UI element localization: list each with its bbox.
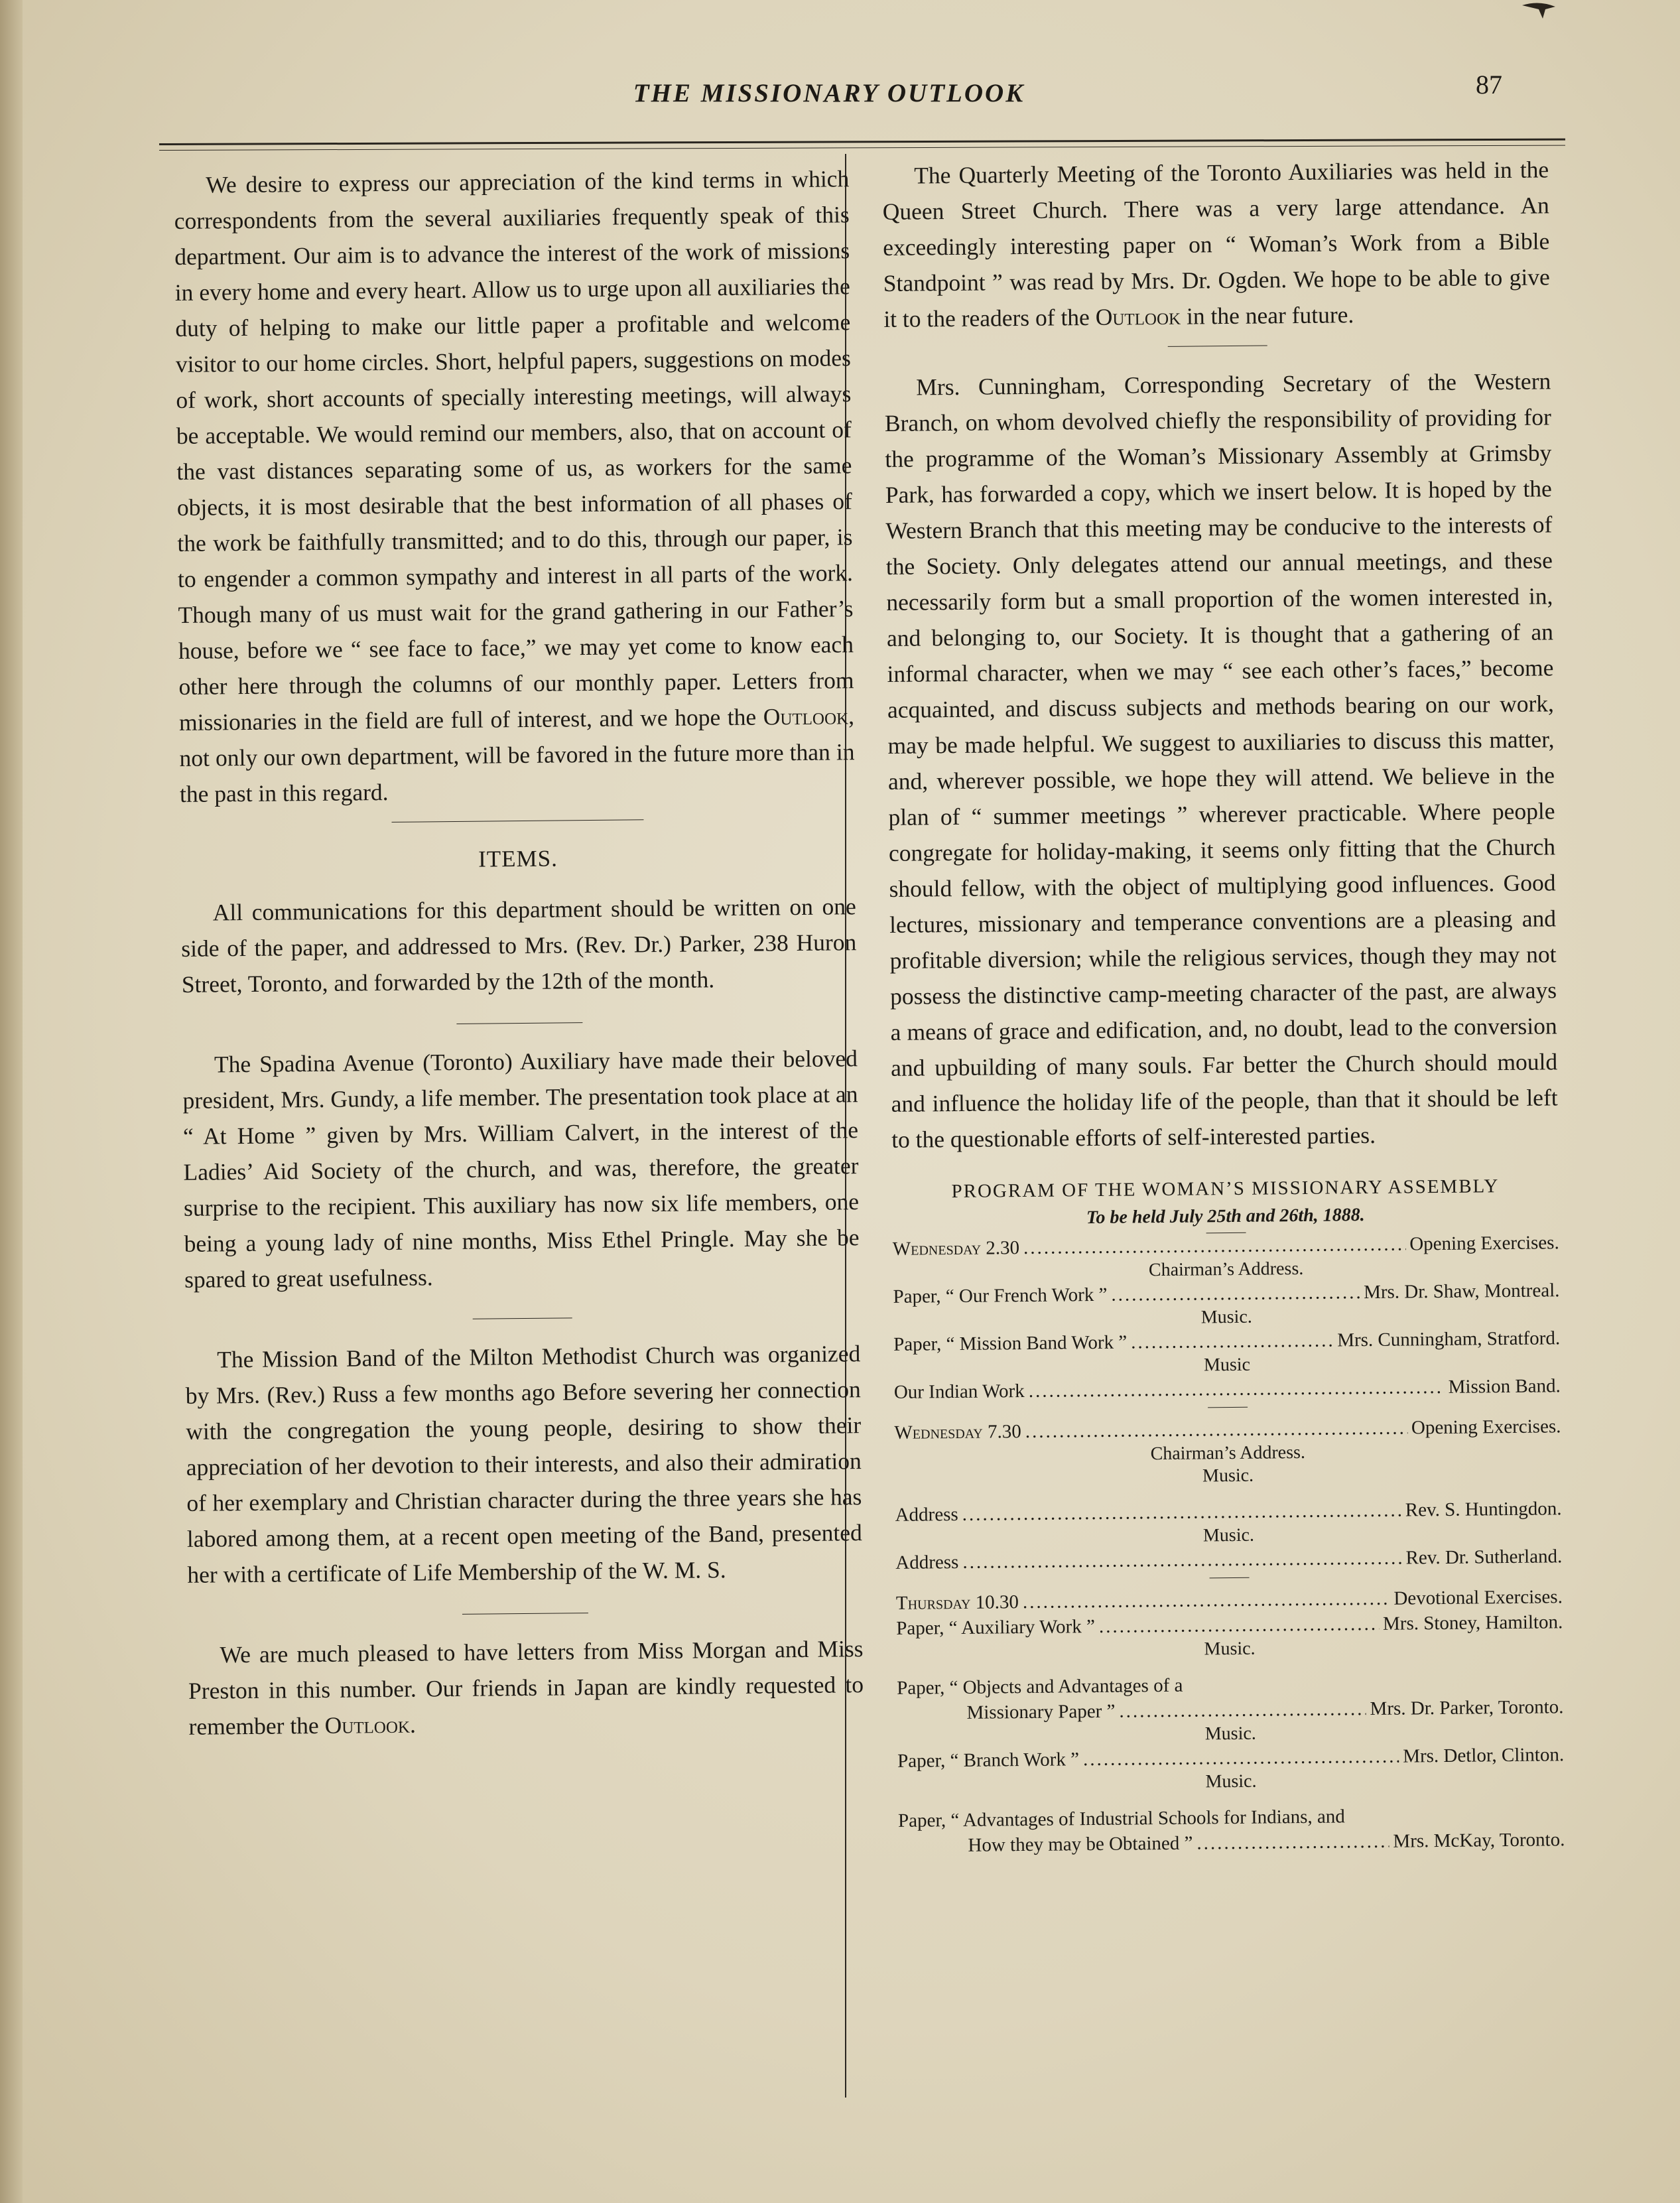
program-music: Music.: [1202, 1465, 1254, 1487]
paper-title: Address: [895, 1503, 958, 1526]
program-music: Music.: [1202, 1524, 1255, 1546]
session-item: Opening Exercises.: [1411, 1416, 1561, 1439]
paper-title: Paper, “ Our French Work ”: [893, 1284, 1108, 1307]
leader-dots: [1083, 1744, 1399, 1772]
right-column: [882, 151, 1565, 1859]
speaker: Mrs. Stoney, Hamilton.: [1382, 1611, 1563, 1635]
paragraph-communications: All communications for this department should be written on one side of the paper, and addressed to Mrs. (Rev. Dr.) Parker, 238 Huron Street, Toronto, and forwarded by the 12th of the month.: [181, 893, 857, 998]
session-day: Wednesday 7.30: [894, 1421, 1021, 1443]
leader-dots: [1023, 1232, 1406, 1261]
paper-title: Paper, “ Auxiliary Work ”: [896, 1616, 1096, 1639]
page-number: 87: [1476, 70, 1502, 100]
program-music: Music.: [1204, 1723, 1256, 1745]
paper-title: Missionary Paper ”: [966, 1700, 1116, 1723]
leader-dots: [1119, 1696, 1366, 1724]
program-chairmans-address: Chairman’s Address.: [1150, 1441, 1306, 1465]
outlook-name: Outlook: [324, 1711, 411, 1739]
section-separator: [391, 819, 643, 823]
program-separator: [1208, 1407, 1248, 1408]
left-column: [174, 161, 864, 1769]
program-music: Music.: [1204, 1638, 1256, 1660]
paragraph-milton: The Mission Band of the Milton Methodist Church was organized by Mrs. (Rev.) Russ a few months ago Before severing her connection with the congregation the young people, desiring to show their appreciation of her devotion to their interests, and also their admiration of her exemplary and Christian character during the three years she has labored among them, at a recent open meeting of the Band, presented her with a certificate of Life Membership of the W. M. S.: [185, 1340, 862, 1588]
speaker: Mrs. Detlor, Clinton.: [1403, 1744, 1565, 1767]
leader-dots: [1029, 1374, 1445, 1404]
paper-title: Paper, “ Advantages of Industrial Schools for Indians, and: [897, 1806, 1345, 1832]
session-item: Devotional Exercises.: [1393, 1586, 1563, 1609]
speaker: Mrs. Cunningham, Stratford.: [1337, 1327, 1561, 1351]
speaker: Rev. S. Huntingdon.: [1405, 1498, 1562, 1521]
paper-title: Paper, “ Mission Band Work ”: [893, 1331, 1128, 1355]
program-title: PROGRAM OF THE WOMAN’S MISSIONARY ASSEMBLY: [951, 1175, 1500, 1203]
paragraph-grimsby-assembly: Mrs. Cunningham, Corresponding Secretary of the Western Branch, on whom devolved chiefly the responsibility of providing for the programme of the Woman’s Missionary Assembly at Grimsby Park, has forwarded a copy, which we insert below. It is hoped by the Western Branch that this meeting may be conducive to the interests of the Society. Only delegates attend our annual meetings, and these necessarily form but a small proportion of the women interested in, and belonging to, our Society. It is thought that a gathering of an informal character, when we may “ see each other’s faces,” become acquainted, and discuss subjects and methods bearing on our work, may be made helpful. We suggest to auxiliaries to discuss this matter, and, wherever possible, we hope they will attend. We believe in the plan of “ summer meetings ” wherever practicable. Where people congregate for holiday-making, it seems only fitting that the Church should fellow, with the object of multiplying good influences. Good lectures, missionary and temperance conventions are a pleasing and profitable diversion; while the religious services, though they may not possess the distinctive camp-meeting character of the past, are always a means of grace and edification, and, no doubt, lead to the conversion and upbuilding of many souls. Far better the Church should mould and influence the holiday life of the people, than that it should be left to the questionable efforts of self-interested parties.: [884, 367, 1558, 1153]
program-separator: [1209, 1577, 1249, 1579]
text-run: in the near future.: [1180, 301, 1354, 330]
leader-dots: [1111, 1280, 1360, 1307]
paragraph-appreciation: [174, 161, 855, 812]
paragraph-letters: [188, 1631, 864, 1745]
leader-dots: [1099, 1611, 1380, 1639]
speaker: Mission Band.: [1448, 1375, 1561, 1398]
program-chairmans-address: Chairman’s Address.: [1148, 1258, 1304, 1281]
program-music: Music.: [1200, 1306, 1252, 1328]
leader-dots: [962, 1498, 1401, 1527]
paper-title: Paper, “ Branch Work ”: [897, 1749, 1080, 1772]
outlook-name: Outlook: [1095, 302, 1181, 330]
item-separator: [456, 1022, 582, 1024]
leader-dots: [962, 1546, 1402, 1575]
paper-title: Paper, “ Objects and Advantages of a: [896, 1674, 1183, 1699]
text-run: We are much pleased to have letters from Miss Morgan and Miss Preston in this number. Our friends in Japan are kindly requested to remember the: [188, 1635, 864, 1740]
text-run: .: [409, 1711, 417, 1738]
item-separator: [473, 1317, 572, 1319]
outlook-name: Outlook: [763, 702, 849, 730]
session-item: Opening Exercises.: [1409, 1232, 1559, 1255]
speaker: Rev. Dr. Sutherland.: [1405, 1546, 1563, 1569]
text-run: The Quarterly Meeting of the Toronto Auxiliaries was held in the Queen Street Church. There was a very large attendance. An exceedingly interesting paper on “ Woman’s Work from a Bible Standpoint ” was read by Mrs. Dr. Ogden. We hope to be able to give it to the readers of the: [882, 156, 1550, 332]
session-day: Thursday 10.30: [895, 1591, 1019, 1614]
program-music: Music: [1203, 1354, 1251, 1376]
program-music: Music.: [1205, 1770, 1257, 1792]
paper-title: How they may be Obtained ”: [968, 1832, 1193, 1856]
item-separator: [462, 1613, 588, 1615]
running-head-title: THE MISSIONARY OUTLOOK: [633, 79, 1025, 107]
binding-gutter: [0, 0, 23, 2203]
speaker: Mrs. McKay, Toronto.: [1393, 1829, 1565, 1852]
ink-blot-mark: [1519, 0, 1559, 20]
paper-title: Address: [895, 1551, 959, 1573]
items-heading: ITEMS.: [478, 845, 558, 872]
item-separator: [1167, 345, 1267, 346]
program-listing: [892, 1172, 1565, 1859]
session-day: Wednesday 2.30: [892, 1237, 1020, 1260]
leader-dots: [1025, 1415, 1408, 1444]
paragraph-quarterly-meeting: [882, 151, 1551, 337]
leader-dots: [1023, 1586, 1390, 1615]
paragraph-spadina: The Spadina Avenue (Toronto) Auxiliary have made their beloved president, Mrs. Gundy, a life member. The presentation took place at an “ At Home ” given by Mrs. William Calvert, in the interest of the Ladies’ Aid Society of the church, and was, therefore, the greater surprise to the recipient. This auxiliary has now six life members, one being a young lady of nine months, Miss Ethel Pringle. May she be spared to great usefulness.: [182, 1045, 860, 1293]
speaker: Mrs. Dr. Shaw, Montreal.: [1363, 1280, 1560, 1303]
header-rule-thin: [159, 145, 1565, 151]
leader-dots: [1196, 1829, 1389, 1856]
text-run: , not only our own department, will be favored in the future more than in the past in this regard.: [179, 702, 855, 807]
header-rule-thick: [159, 139, 1565, 145]
paper-title: Our Indian Work: [893, 1380, 1025, 1403]
speaker: Mrs. Dr. Parker, Toronto.: [1370, 1696, 1564, 1720]
text-run: We desire to express our appreciation of the kind terms in which correspondents from the several auxiliaries frequently speak of this department. Our aim is to advance the interest of the work of missions in every home and every heart. Allow us to urge upon all auxiliaries the duty of helping to make our little paper a profitable and welcome visitor to our home circles. Short, helpful papers, suggestions on modes of work, short accounts of specially interesting meetings, will always be acceptable. We would remind our members, also, that on account of the vast distances separating some of us, as workers for the same objects, it is most desirable that the best information of all phases of the work be faithfully transmitted; and to do this, through our paper, is to engender a common sympathy and interest in all parts of the work. Though many of us must wait for the grand gathering in our Father’s house, before we “ see face to face,” we may yet come to know each other here through the columns of our monthly paper. Letters from missionaries in the field are full of interest, and we hope the: [174, 165, 854, 736]
leader-dots: [1131, 1328, 1333, 1355]
program-date: To be held July 25th and 26th, 1888.: [1086, 1205, 1365, 1229]
